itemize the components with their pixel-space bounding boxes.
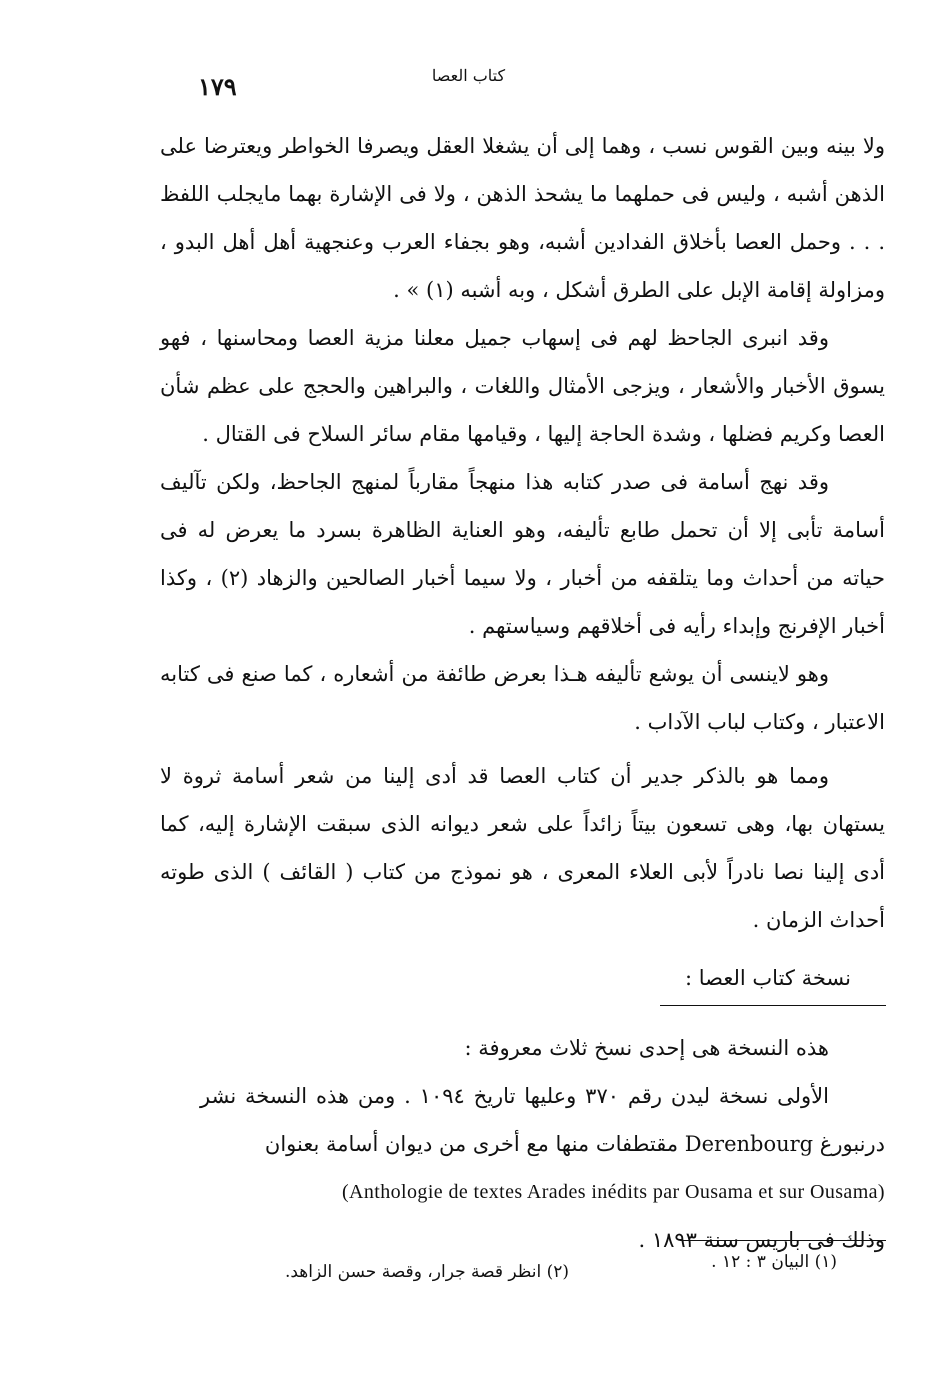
heading-underline [660, 1005, 886, 1006]
footnote-separator [680, 1240, 886, 1241]
paragraph: ومما هو بالذكر جدير أن كتاب العصا قد أدى إلينا من شعر أسامة ثروة لا يستهان بها، وهى تسعون بيتاً زائداً على شعر ديوانه الذى سبقت الإشارة إليه، كما أدى إلينا نصا نادراً لأبى العلاء المعرى ، هو نموذج من كتاب ( القائف ) الذى طوته أحداث الزمان . [160, 764, 885, 932]
copy-description-end: وذلك فى باريس سنة ١٨٩٣ . [638, 1228, 885, 1252]
main-text [160, 122, 885, 944]
paragraph: وقد انبرى الجاحظ لهم فى إسهاب جميل معلنا مزية العصا ومحاسنها ، فهو يسوق الأخبار والأشعار ، ويزجى الأمثال واللغات ، والبراهين والحجج على عظم شأن العصا وكريم فضلها ، وشدة الحاجة إليها ، وقيامها مقام سائر السلاح فى القتال . [160, 326, 885, 446]
section-heading: نسخة كتاب العصا : [685, 966, 851, 990]
section-text [200, 1024, 885, 1264]
latin-title-line: (Anthologie de textes Arades inédits par Ousama et sur Ousama) [342, 1181, 885, 1203]
paragraph: وقد نهج أسامة فى صدر كتابه هذا منهجاً مقارباً لمنهج الجاحظ، ولكن تآليف أسامة تأبى إلا أن تحمل طابع تأليفه، وهو العناية الظاهرة بسرد ما يعرض له فى حياته من أحداث وما يتلقفه من أخبار ، ولا سيما أخبار الصالحين والزهاد (٢) ، وكذا أخبار الإفرنج وإبداء رأيه فى أخلاقهم وسياستهم . [160, 470, 885, 638]
paragraph: وهو لاينسى أن يوشع تأليفه هـذا بعرض طائفة من أشعاره ، كما صنع فى كتابه الاعتبار ، وكتاب لباب الآداب . [160, 662, 885, 734]
running-title: كتاب العصا [431, 66, 506, 85]
paragraph: ولا بينه وبين القوس نسب ، وهما إلى أن يشغلا العقل ويصرفا الخواطر ويعترضا على الذهن أشبه ، وليس فى حملهما ما يشحذ الذهن ، ولا فى الإشارة بهما مايجلب اللفظ . . . وحمل العصا بأخلاق الفدادين أشبه، وهو بجفاء العرب وعنجهية أهل أهل البدو ، ومزاولة إقامة الإبل على الطرق أشكل ، وبه أشبه (١) » . [160, 134, 885, 302]
copy-description: الأولى نسخة ليدن رقم ٣٧٠ وعليها تاريخ ١٠٩٤ . ومن هذه النسخة نشر درنبورغ Derenbourg مقتطفات منها مع أخرى من ديوان أسامة بعنوان [200, 1084, 885, 1156]
page-number: ١٧٩ [198, 72, 237, 101]
section-intro: هذه النسخة هى إحدى نسخ ثلاث معروفة : [464, 1036, 829, 1060]
footnote: (١) البيان ٣ : ١٢ . [711, 1252, 837, 1272]
footnote: (٢) انظر قصة جرار، وقصة حسن الزاهد. [284, 1262, 569, 1282]
